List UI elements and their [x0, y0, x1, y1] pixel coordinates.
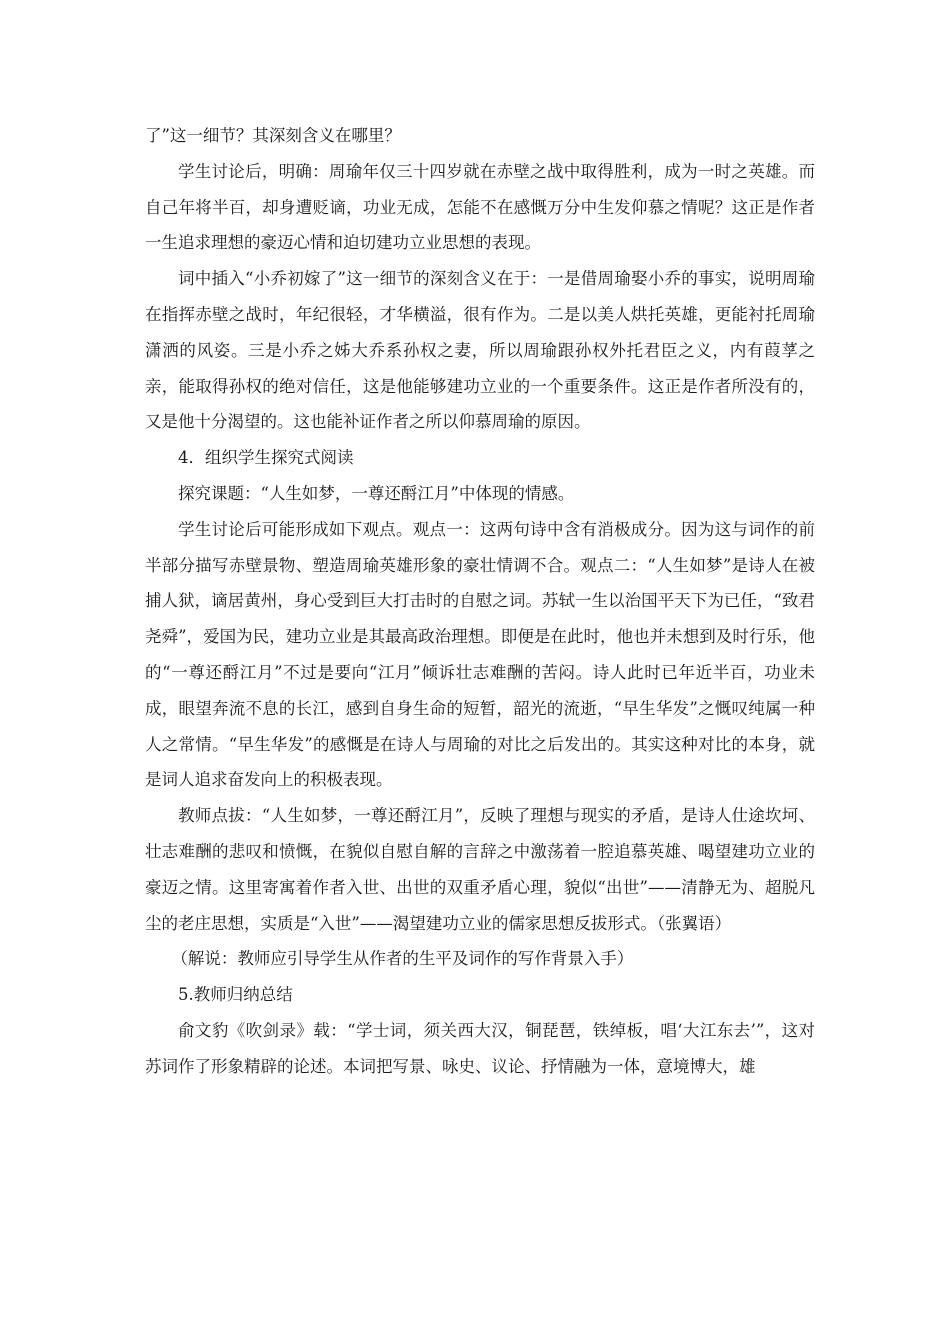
paragraph-question-continuation: 了”这一细节？其深刻含义在哪里？ — [145, 126, 401, 145]
paragraph-discussion-answer: 学生讨论后，明确：周瑜年仅三十四岁就在赤壁之战中取得胜利，成为一时之英雄。而自己年将半百，却身遭贬谪，功业无成，怎能不在感慨万分中生发仰慕之情呢？这正是作者一生追求理想的豪迈心情和迫切建功立业思想的表现。 — [145, 161, 815, 253]
paragraph-xiaoqiao-meaning: 词中插入“小乔初嫁了”这一细节的深刻含义在于：一是借周瑜娶小乔的事实，说明周瑜在指挥赤壁之战时，年纪很轻，才华横溢，很有作为。二是以美人烘托英雄，更能衬托周瑜潇洒的风姿。三是小乔之姊大乔系孙权之妻，所以周瑜跟孙权外托君臣之义，内有葭莩之亲，能取得孙权的绝对信任，这是他能够建功立业的一个重要条件。这正是作者所没有的，又是他十分渴望的。这也能补证作者之所以仰慕周瑜的原因。 — [145, 269, 815, 432]
section-heading-4: 4．组织学生探究式阅读 — [178, 448, 354, 468]
paragraph-research-topic: 探究课题：“人生如梦，一尊还酹江月”中体现的情感。 — [178, 483, 575, 503]
paragraph-teacher-guidance: 教师点拔：“人生如梦，一尊还酹江月”，反映了理想与现实的矛盾，是诗人仕途坎坷、壮志难酬的悲叹和愤慨，在貌似自慰自解的言辞之中激荡着一腔追慕英雄、喝望建功立业的豪迈之情。这里寄寓着作者入世、出世的双重矛盾心理，貌似“出世”——清静无为、超脱凡尘的老庄思想，实质是“入世”——渴望建功立业的儒家思想反拔形式。（张翼语） — [145, 806, 815, 933]
document-body — [145, 118, 815, 1085]
paragraph-student-viewpoints: 学生讨论后可能形成如下观点。观点一：这两句诗中含有消极成分。因为这与词作的前半部分描写赤壁景物、塑造周瑜英雄形象的豪壮情调不合。观点二：“人生如梦”是诗人在被捕人狱，谪居黄州，身心受到巨大打击时的自慰之词。苏轼一生以治国平天下为已任，“致君尧舜”，爱国为民，建功立业是其最高政治理想。即便是在此时，他也并未想到及时行乐，他的“一尊还酹江月”不过是要向“江月”倾诉壮志难酬的苦闷。诗人此时已年近半百，功业未成，眼望奔流不息的长江，感到自身生命的短暂，韶光的流逝，“早生华发”之慨叹纯属一种人之常情。“早生华发”的感慨是在诗人与周瑜的对比之后发出的。其实这种对比的本身，就是词人追求奋发向上的积极表现。 — [145, 519, 815, 790]
paragraph-explanation-note: （解说：教师应引导学生从作者的生平及词作的写作背景入手） — [171, 949, 634, 969]
section-heading-5: 5.教师归纳总结 — [178, 985, 293, 1005]
paragraph-summary: 俞文豹《吹剑录》载：“学士词，须关西大汉，铜琵琶，铁绰板，唱‘大江东去’”，这对苏词作了形象精辟的论述。本词把写景、咏史、议论、抒情融为一体，意境博大，雄 — [145, 1020, 815, 1076]
